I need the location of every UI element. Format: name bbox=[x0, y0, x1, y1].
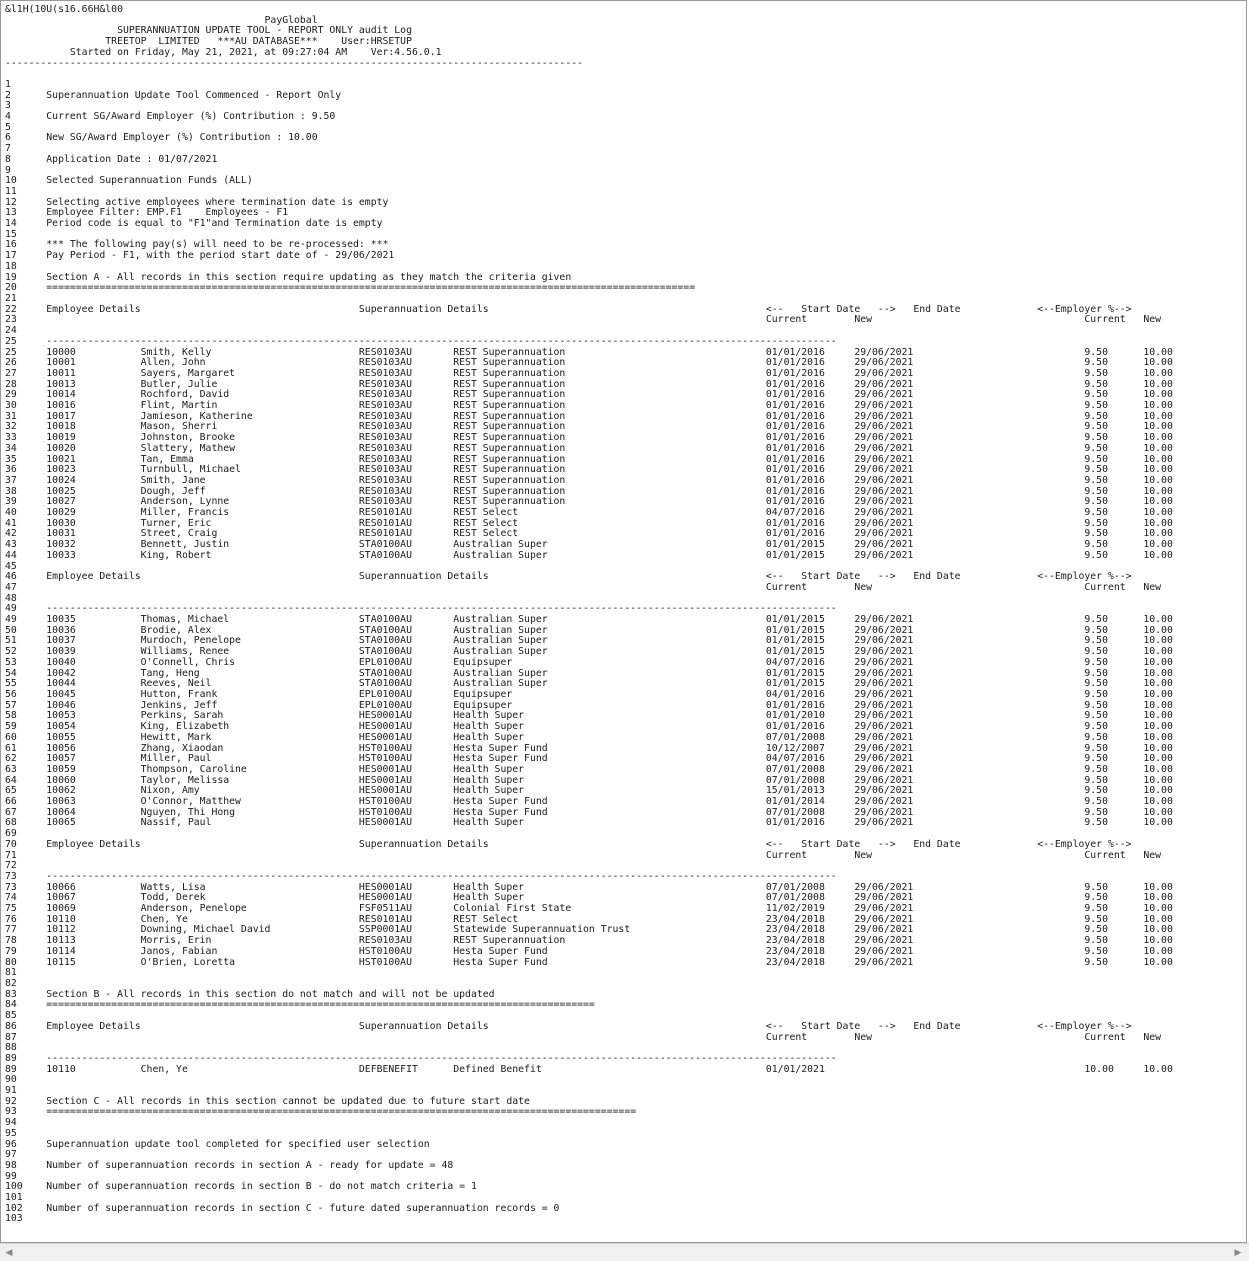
section-rule: 20 ============================================================================================================== bbox=[5, 282, 696, 294]
table-row: 43 10032 Bennett, Justin STA0100AU Australian Super 01/01/2015 29/06/2021 9.50 10.00 bbox=[5, 539, 1173, 551]
table-row: 80 10115 O'Brien, Loretta HST0100AU Hesta Super Fund 23/04/2018 29/06/2021 9.50 10.00 bbox=[5, 956, 1173, 968]
report-line: 88 bbox=[5, 1042, 17, 1054]
table-row: 30 10016 Flint, Martin RES0103AU REST Superannuation 01/01/2016 29/06/2021 9.50 10.00 bbox=[5, 400, 1173, 412]
column-header: 46 Employee Details Superannuation Details <-- Start Date --> End Date <--Employer %--> bbox=[5, 571, 1132, 583]
blank-line: 85 bbox=[5, 1010, 17, 1022]
column-rule: 89 -------------------------------------------------------------------------------------------------------------------------------------- bbox=[5, 1052, 837, 1064]
report-line: 17 Pay Period - F1, with the period start date of - 29/06/2021 bbox=[5, 250, 395, 262]
table-row: 27 10011 Sayers, Margaret RES0103AU REST Superannuation 01/01/2016 29/06/2021 9.50 10.00 bbox=[5, 367, 1173, 379]
table-row: 34 10020 Slattery, Mathew RES0103AU REST Superannuation 01/01/2016 29/06/2021 9.50 10.00 bbox=[5, 442, 1173, 454]
table-row: 59 10054 King, Elizabeth HES0001AU Health Super 01/01/2016 29/06/2021 9.50 10.00 bbox=[5, 721, 1173, 733]
blank-line: 101 bbox=[5, 1192, 23, 1204]
blank-line: 7 bbox=[5, 143, 11, 155]
blank-line: 95 bbox=[5, 1127, 17, 1139]
blank-line: 1 bbox=[5, 78, 11, 90]
started-timestamp: Started on Friday, May 21, 2021, at 09:27:04 AM Ver:4.56.0.1 bbox=[69, 46, 442, 58]
blank-line: 11 bbox=[5, 185, 17, 197]
column-header: 22 Employee Details Superannuation Details <-- Start Date --> End Date <--Employer %--> bbox=[5, 303, 1132, 315]
table-row: 89 10110 Chen, Ye DEFBENEFIT Defined Benefit 01/01/2021 10.00 10.00 bbox=[5, 1063, 1173, 1075]
table-row: 60 10055 Hewitt, Mark HES0001AU Health Super 07/01/2008 29/06/2021 9.50 10.00 bbox=[5, 731, 1173, 743]
blank-line: 21 bbox=[5, 292, 17, 304]
report-line: 12 Selecting active employees where termination date is empty bbox=[5, 196, 389, 208]
report-line: 10 Selected Superannuation Funds (ALL) bbox=[5, 175, 253, 187]
table-row: 61 10056 Zhang, Xiaodan HST0100AU Hesta Super Fund 10/12/2007 29/06/2021 9.50 10.00 bbox=[5, 742, 1173, 754]
app-name: PayGlobal bbox=[264, 14, 318, 26]
column-rule: 49 -------------------------------------------------------------------------------------------------------------------------------------- bbox=[5, 603, 837, 615]
report-line: 16 *** The following pay(s) will need to be re-processed: *** bbox=[5, 239, 389, 251]
table-row: 54 10042 Tang, Heng STA0100AU Australian Super 01/01/2015 29/06/2021 9.50 10.00 bbox=[5, 667, 1173, 679]
table-row: 41 10030 Turner, Eric RES0101AU REST Select 01/01/2016 29/06/2021 9.50 10.00 bbox=[5, 517, 1173, 529]
table-row: 53 10040 O'Connell, Chris EPL0100AU Equipsuper 04/07/2016 29/06/2021 9.50 10.00 bbox=[5, 656, 1173, 668]
summary-count-b: 100 Number of superannuation records in section B - do not match criteria = 1 bbox=[5, 1181, 477, 1193]
table-row: 74 10067 Todd, Derek HES0001AU Health Super 07/01/2008 29/06/2021 9.50 10.00 bbox=[5, 892, 1173, 904]
section-rule: 84 ============================================================================================= bbox=[5, 999, 595, 1011]
table-row: 44 10033 King, Robert STA0100AU Australian Super 01/01/2015 29/06/2021 9.50 10.00 bbox=[5, 549, 1173, 561]
blank-line: 81 bbox=[5, 967, 17, 979]
table-row: 51 10037 Murdoch, Penelope STA0100AU Australian Super 01/01/2015 29/06/2021 9.50 10.00 bbox=[5, 635, 1173, 647]
report-line: 4 Current SG/Award Employer (%) Contribution : 9.50 bbox=[5, 111, 336, 123]
scrollbar-track[interactable] bbox=[18, 1247, 1227, 1259]
report-title: SUPERANNUATION UPDATE TOOL - REPORT ONLY audit Log bbox=[117, 25, 412, 37]
blank-line: 5 bbox=[5, 121, 11, 133]
blank-line: 18 bbox=[5, 260, 17, 272]
report-line: 6 New SG/Award Employer (%) Contribution : 10.00 bbox=[5, 132, 318, 144]
column-header: 86 Employee Details Superannuation Details <-- Start Date --> End Date <--Employer %--> bbox=[5, 1020, 1132, 1032]
column-rule: 25 -------------------------------------------------------------------------------------------------------------------------------------- bbox=[5, 335, 837, 347]
column-header: 70 Employee Details Superannuation Details <-- Start Date --> End Date <--Employer %--> bbox=[5, 838, 1132, 850]
table-row: 62 10057 Miller, Paul HST0100AU Hesta Super Fund 04/07/2016 29/06/2021 9.50 10.00 bbox=[5, 753, 1173, 765]
table-row: 31 10017 Jamieson, Katherine RES0103AU REST Superannuation 01/01/2016 29/06/2021 9.50 10.00 bbox=[5, 410, 1173, 422]
section-a-title: 19 Section A - All records in this section require updating as they match the criteria given bbox=[5, 271, 572, 283]
table-row: 56 10045 Hutton, Frank EPL0100AU Equipsuper 04/01/2016 29/06/2021 9.50 10.00 bbox=[5, 689, 1173, 700]
table-row: 66 10063 O'Connor, Matthew HST0100AU Hesta Super Fund 01/01/2014 29/06/2021 9.50 10.00 bbox=[5, 796, 1173, 808]
column-subheader: 71 Current New Current New bbox=[5, 849, 1162, 861]
blank-line: 103 bbox=[5, 1213, 23, 1225]
table-row: 40 10029 Miller, Francis RES0101AU REST Select 04/07/2016 29/06/2021 9.50 10.00 bbox=[5, 507, 1173, 519]
table-row: 78 10113 Morris, Erin RES0103AU REST Superannuation 23/04/2018 29/06/2021 9.50 10.00 bbox=[5, 935, 1173, 947]
report-line: 72 bbox=[5, 860, 17, 872]
column-subheader: 47 Current New Current New bbox=[5, 581, 1162, 593]
summary-line: 96 Superannuation update tool completed for specified user selection bbox=[5, 1138, 430, 1150]
table-row: 39 10027 Anderson, Lynne RES0103AU REST Superannuation 01/01/2016 29/06/2021 9.50 10.00 bbox=[5, 496, 1173, 508]
blank-line: 15 bbox=[5, 228, 17, 240]
report-line: 8 Application Date : 01/07/2021 bbox=[5, 153, 218, 165]
table-row: 38 10025 Dough, Jeff RES0103AU REST Superannuation 01/01/2016 29/06/2021 9.50 10.00 bbox=[5, 485, 1173, 497]
table-row: 55 10044 Reeves, Neil STA0100AU Australian Super 01/01/2015 29/06/2021 9.50 10.00 bbox=[5, 678, 1173, 690]
table-row: 49 10035 Thomas, Michael STA0100AU Australian Super 01/01/2015 29/06/2021 9.50 10.00 bbox=[5, 614, 1173, 626]
table-row: 42 10031 Street, Craig RES0101AU REST Select 01/01/2016 29/06/2021 9.50 10.00 bbox=[5, 528, 1173, 540]
scroll-left-arrow-icon[interactable]: ◀ bbox=[5, 1248, 13, 1258]
blank-line: 82 bbox=[5, 977, 17, 989]
table-row: 77 10112 Downing, Michael David SSP0001AU Statewide Superannuation Trust 23/04/2018 29/06/2021 9.50 10.00 bbox=[5, 924, 1173, 936]
table-row: 26 10001 Allen, John RES0103AU REST Superannuation 01/01/2016 29/06/2021 9.50 10.00 bbox=[5, 357, 1173, 369]
table-row: 52 10039 Williams, Renee STA0100AU Australian Super 01/01/2015 29/06/2021 9.50 10.00 bbox=[5, 646, 1173, 658]
blank-line: 94 bbox=[5, 1117, 17, 1129]
table-row: 63 10059 Thompson, Caroline HES0001AU Health Super 07/01/2008 29/06/2021 9.50 10.00 bbox=[5, 763, 1173, 775]
header-rule: -------------------------------------------------------------------------------------------------- bbox=[5, 57, 584, 69]
blank-line: 3 bbox=[5, 100, 11, 112]
table-row: 68 10065 Nassif, Paul HES0001AU Health Super 01/01/2016 29/06/2021 9.50 10.00 bbox=[5, 817, 1173, 829]
table-row: 76 10110 Chen, Ye RES0101AU REST Select 23/04/2018 29/06/2021 9.50 10.00 bbox=[5, 913, 1173, 925]
report-line: 2 Superannuation Update Tool Commenced - Report Only bbox=[5, 89, 342, 101]
blank-line: 97 bbox=[5, 1149, 17, 1161]
table-row: 50 10036 Brodie, Alex STA0100AU Australian Super 01/01/2015 29/06/2021 9.50 10.00 bbox=[5, 624, 1173, 636]
section-c-title: 92 Section C - All records in this section cannot be updated due to future start date bbox=[5, 1095, 530, 1107]
blank-line: 69 bbox=[5, 828, 17, 840]
table-row: 75 10069 Anderson, Penelope FSF0511AU Colonial First State 11/02/2019 29/06/2021 9.50 10.00 bbox=[5, 903, 1173, 915]
blank-line: 91 bbox=[5, 1085, 17, 1097]
report-line: 13 Employee Filter: EMP.F1 Employees - F1 bbox=[5, 207, 289, 219]
blank-line: 9 bbox=[5, 164, 11, 176]
report-line: 48 bbox=[5, 592, 17, 604]
horizontal-scrollbar[interactable] bbox=[0, 1243, 1249, 1261]
scroll-right-arrow-icon[interactable]: ▶ bbox=[1234, 1248, 1242, 1258]
company-line: TREETOP LIMITED ***AU DATABASE*** User:HRSETUP bbox=[105, 36, 412, 48]
table-row: 33 10019 Johnston, Brooke RES0103AU REST Superannuation 01/01/2016 29/06/2021 9.50 10.00 bbox=[5, 432, 1173, 444]
table-row: 64 10060 Taylor, Melissa HES0001AU Health Super 07/01/2008 29/06/2021 9.50 10.00 bbox=[5, 774, 1173, 786]
report-line: 14 Period code is equal to "F1"and Termination date is empty bbox=[5, 218, 383, 230]
report-line: 24 bbox=[5, 325, 17, 337]
table-row: 79 10114 Janos, Fabian HST0100AU Hesta Super Fund 23/04/2018 29/06/2021 9.50 10.00 bbox=[5, 945, 1173, 957]
column-rule: 73 -------------------------------------------------------------------------------------------------------------------------------------- bbox=[5, 870, 837, 882]
table-row: 25 10000 Smith, Kelly RES0103AU REST Superannuation 01/01/2016 29/06/2021 9.50 10.00 bbox=[5, 346, 1173, 358]
table-row: 73 10066 Watts, Lisa HES0001AU Health Super 07/01/2008 29/06/2021 9.50 10.00 bbox=[5, 881, 1173, 893]
section-rule: 93 ==================================================================================================== bbox=[5, 1106, 637, 1118]
table-row: 58 10053 Perkins, Sarah HES0001AU Health Super 01/01/2010 29/06/2021 9.50 10.00 bbox=[5, 710, 1173, 722]
blank-line: 99 bbox=[5, 1170, 17, 1182]
column-subheader: 23 Current New Current New bbox=[5, 314, 1162, 326]
table-row: 29 10014 Rochford, David RES0103AU REST Superannuation 01/01/2016 29/06/2021 9.50 10.00 bbox=[5, 389, 1173, 401]
table-row: 57 10046 Jenkins, Jeff EPL0100AU Equipsuper 01/01/2016 29/06/2021 9.50 10.00 bbox=[5, 699, 1173, 711]
table-row: 28 10013 Butler, Julie RES0103AU REST Superannuation 01/01/2016 29/06/2021 9.50 10.00 bbox=[5, 378, 1173, 390]
blank-line: 45 bbox=[5, 560, 17, 572]
table-row: 32 10018 Mason, Sherri RES0103AU REST Superannuation 01/01/2016 29/06/2021 9.50 10.00 bbox=[5, 421, 1173, 433]
table-row: 35 10021 Tan, Emma RES0103AU REST Superannuation 01/01/2016 29/06/2021 9.50 10.00 bbox=[5, 453, 1173, 465]
summary-count-c: 102 Number of superannuation records in section C - future dated superannuation records = 0 bbox=[5, 1202, 560, 1214]
table-row: 65 10062 Nixon, Amy HES0001AU Health Super 15/01/2013 29/06/2021 9.50 10.00 bbox=[5, 785, 1173, 797]
table-row: 67 10064 Nguyen, Thi Hong HST0100AU Hesta Super Fund 07/01/2008 29/06/2021 9.50 10.00 bbox=[5, 806, 1173, 818]
table-row: 37 10024 Smith, Jane RES0103AU REST Superannuation 01/01/2016 29/06/2021 9.50 10.00 bbox=[5, 474, 1173, 486]
blank-line: 90 bbox=[5, 1074, 17, 1086]
table-row: 36 10023 Turnbull, Michael RES0103AU REST Superannuation 01/01/2016 29/06/2021 9.50 10.00 bbox=[5, 464, 1173, 476]
section-b-title: 83 Section B - All records in this section do not match and will not be updated bbox=[5, 988, 495, 1000]
column-subheader: 87 Current New Current New bbox=[5, 1031, 1162, 1043]
report-text bbox=[5, 5, 1173, 1243]
printer-control-codes: &l1H(10U(s16.66H&l00 bbox=[5, 4, 123, 15]
summary-count-a: 98 Number of superannuation records in section A - ready for update = 48 bbox=[5, 1159, 454, 1171]
